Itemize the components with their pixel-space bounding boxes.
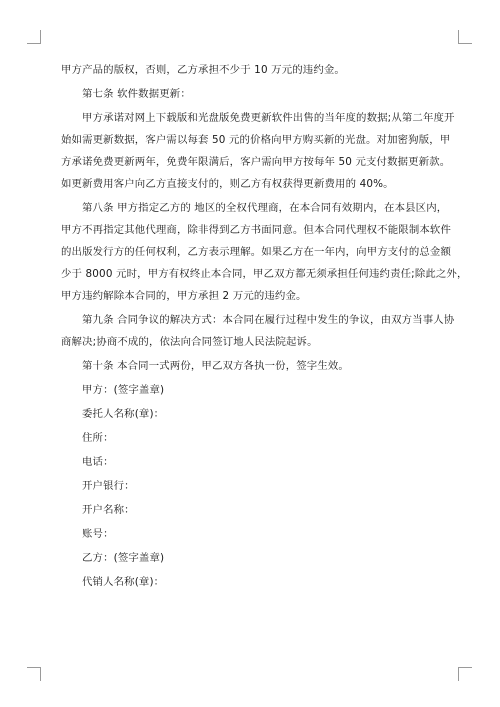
article-10-paragraph: 第十条 本合同一式两份，甲乙双方各执一份，签字生效。	[82, 360, 349, 372]
article-7-heading: 第七条 软件数据更新：	[82, 88, 191, 100]
crop-mark-bottom-right	[458, 667, 472, 681]
text-line: 商解决;协商不成的，依法向合同签订地人民法院起诉。	[61, 336, 318, 348]
text-line: 甲方违约解除本合同的，甲方承担 2 万元的违约金。	[61, 290, 307, 302]
bank-label: 开户银行：	[82, 480, 135, 492]
crop-mark-top-right	[458, 30, 472, 44]
document-body	[61, 64, 468, 589]
text-line: 甲方不再指定其他代理商，除非得到乙方书面同意。但本合同代理权不能限制本软件	[61, 224, 451, 236]
text-line: 方承诺免费更新两年，免费年限满后，客户需向甲方按每年 50 元支付数据更新款。	[61, 156, 451, 168]
phone-label: 电话：	[82, 456, 114, 468]
account-number-label: 账号：	[82, 528, 114, 540]
address-label: 住所：	[82, 432, 114, 444]
crop-mark-top-left	[27, 30, 41, 44]
account-name-label: 开户名称：	[82, 504, 135, 516]
agent-name-label: 代销人名称(章)：	[82, 576, 165, 588]
article-8-paragraph: 第八条 甲方指定乙方的 地区的全权代理商，在本合同有效期内，在本县区内，	[82, 202, 448, 214]
text-line: 甲方产品的版权，否则，乙方承担不少于 10 万元的违约金。	[61, 64, 345, 76]
text-line: 始如需更新数据，客户需以每套 50 元的价格向甲方购买新的光盘。对加密狗版，甲	[61, 134, 451, 146]
crop-mark-bottom-left	[27, 667, 41, 681]
party-b-signature-label: 乙方：(签字盖章)	[82, 552, 165, 564]
text-line: 甲方承诺对网上下载版和光盘版免费更新软件出售的当年度的数据;从第二年度开	[82, 112, 455, 124]
text-line: 如更新费用客户向乙方直接支付的，则乙方有权获得更新费用的 40%。	[61, 178, 394, 190]
principal-name-label: 委托人名称(章)：	[82, 408, 165, 420]
party-a-signature-label: 甲方：(签字盖章)	[82, 384, 165, 396]
article-9-paragraph: 第九条 合同争议的解决方式：本合同在履行过程中发生的争议，由双方当事人协	[82, 314, 455, 326]
text-line: 的出版发行方的任何权利，乙方表示理解。如果乙方在一年内，向甲方支付的总金额	[61, 246, 451, 258]
text-line: 少于 8000 元时，甲方有权终止本合同，甲乙双方都无须承担任何违约责任;除此之外，	[61, 268, 468, 280]
